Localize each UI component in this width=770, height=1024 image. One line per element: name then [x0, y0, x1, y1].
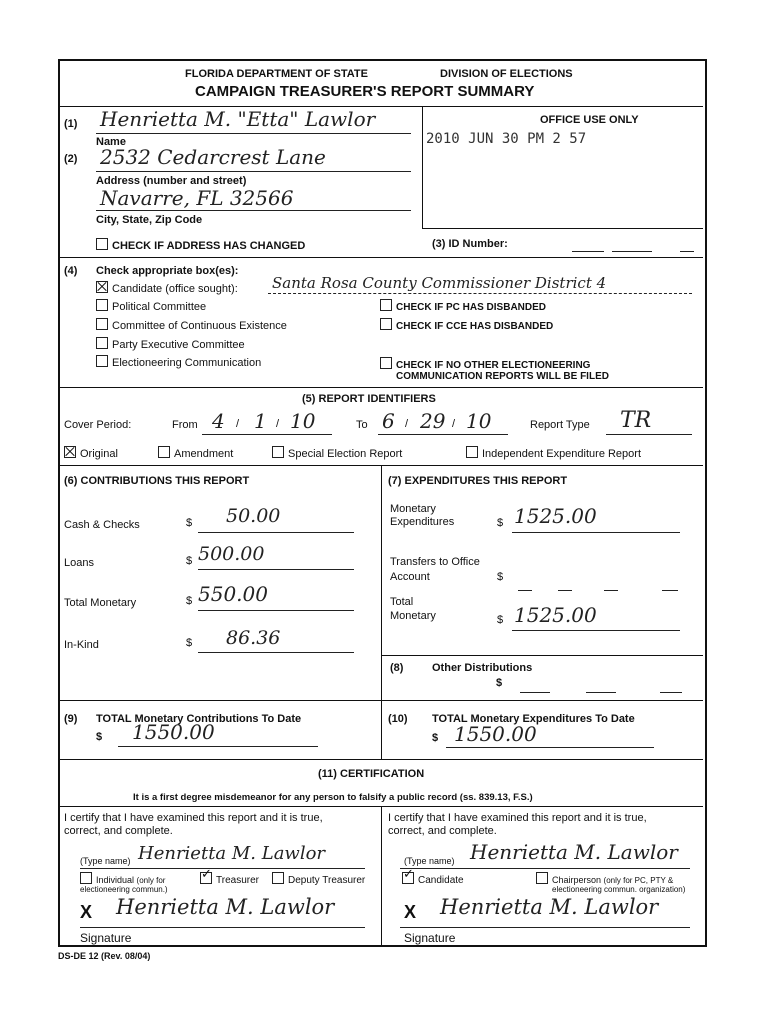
- to-underline: [378, 434, 508, 435]
- id-number-label: (3) ID Number:: [432, 238, 508, 250]
- sec9-underline: [118, 746, 318, 747]
- certify-left-1: I certify that I have examined this report and it is true,: [64, 812, 323, 824]
- total-exp-value[interactable]: 1525.00: [514, 603, 597, 627]
- pc-disbanded-checkbox[interactable]: [380, 299, 392, 311]
- political-committee-checkbox[interactable]: [96, 299, 108, 311]
- transfers-dollar: $: [497, 571, 504, 583]
- division-label: DIVISION OF ELECTIONS: [440, 68, 573, 80]
- sec8-dollar: $: [496, 677, 503, 689]
- treasurer-type-name[interactable]: Henrietta M. Lawlor: [138, 843, 326, 864]
- cover-period-label: Cover Period:: [64, 419, 132, 431]
- address-label: Address (number and street): [96, 175, 247, 187]
- city-value[interactable]: Navarre, FL 32566: [100, 186, 294, 210]
- to-label: To: [356, 419, 368, 431]
- type-name-label-left: (Type name): [80, 856, 131, 866]
- signature-label-left: Signature: [80, 931, 132, 945]
- sec11-title: (11) CERTIFICATION: [318, 768, 425, 780]
- ec-checkbox[interactable]: [96, 355, 108, 367]
- report-type-value[interactable]: TR: [620, 408, 652, 433]
- candidate-type-name[interactable]: Henrietta M. Lawlor: [470, 840, 678, 864]
- pec-checkbox[interactable]: [96, 337, 108, 349]
- to-slash-1: /: [405, 418, 409, 430]
- sec9-num: (9): [64, 713, 78, 725]
- sec6-7-divider: [381, 465, 382, 759]
- to-year[interactable]: 10: [466, 409, 492, 433]
- sec8-blank-2: [586, 692, 616, 693]
- sec8-label: Other Distributions: [432, 662, 533, 674]
- sec10-num: (10): [388, 713, 408, 725]
- treasurer-type-name-underline: [80, 868, 365, 869]
- report-type-label: Report Type: [530, 419, 590, 431]
- chairperson-checkbox[interactable]: [536, 872, 548, 884]
- monetary-exp-label-1: Monetary: [390, 503, 436, 515]
- loans-dollar: $: [186, 555, 193, 567]
- sec8-num: (8): [390, 662, 404, 674]
- address-changed-checkbox[interactable]: [96, 238, 108, 250]
- cce-option[interactable]: Committee of Continuous Existence: [96, 318, 287, 332]
- treasurer-checkbox[interactable]: [200, 872, 212, 884]
- dept-label: FLORIDA DEPARTMENT OF STATE: [185, 68, 368, 80]
- id-blank-2: [612, 251, 652, 252]
- office-sought-underline: [268, 293, 692, 294]
- inkind-value[interactable]: 86.36: [226, 627, 281, 649]
- original-option[interactable]: Original: [64, 446, 118, 460]
- office-use-label: OFFICE USE ONLY: [540, 114, 639, 126]
- amendment-checkbox[interactable]: [158, 446, 170, 458]
- total-exp-label-2: Monetary: [390, 610, 436, 622]
- treasurer-signature-line: [80, 927, 365, 928]
- transfers-blank-1: [518, 590, 532, 591]
- individual-checkbox[interactable]: [80, 872, 92, 884]
- sec4-top-divider: [60, 257, 703, 258]
- received-stamp: 2010 JUN 30 PM 2 57: [426, 131, 587, 147]
- cash-dollar: $: [186, 517, 193, 529]
- to-slash-2: /: [452, 418, 456, 430]
- sig-x-left: X: [80, 902, 93, 922]
- sec11-top-divider: [60, 759, 703, 760]
- certify-right-1: I certify that I have examined this report and it is true,: [388, 812, 647, 824]
- sec4-num: (4): [64, 265, 78, 277]
- sec9-value[interactable]: 1550.00: [132, 720, 215, 744]
- special-election-option[interactable]: Special Election Report: [272, 446, 402, 460]
- loans-value[interactable]: 500.00: [198, 543, 265, 565]
- city-underline: [96, 210, 411, 211]
- total-exp-underline: [512, 630, 680, 631]
- total-exp-label-1: Total: [390, 596, 414, 608]
- from-slash-2: /: [276, 418, 280, 430]
- sec11-warning: It is a first degree misdemeanor for any person to falsify a public record (ss. 839.13, F.S.): [133, 792, 533, 803]
- signature-label-right: Signature: [404, 931, 456, 945]
- transfers-blank-3: [604, 590, 618, 591]
- chairperson-note: electioneering commun. organization): [552, 885, 686, 894]
- total-monetary-value[interactable]: 550.00: [198, 582, 268, 606]
- from-label: From: [172, 419, 198, 431]
- monetary-exp-value[interactable]: 1525.00: [514, 504, 597, 528]
- sec8-blank-1: [520, 692, 550, 693]
- political-committee-option[interactable]: Political Committee: [96, 299, 206, 313]
- independent-checkbox[interactable]: [466, 446, 478, 458]
- sec5-title: (5) REPORT IDENTIFIERS: [302, 393, 436, 405]
- office-sought-value[interactable]: Santa Rosa County Commissioner District 4: [272, 274, 607, 292]
- cce-disbanded-checkbox[interactable]: [380, 318, 392, 330]
- type-name-label-right: (Type name): [404, 856, 455, 866]
- amendment-option[interactable]: Amendment: [158, 446, 233, 460]
- inkind-dollar: $: [186, 637, 193, 649]
- sec7-title: (7) EXPENDITURES THIS REPORT: [388, 475, 568, 487]
- transfers-blank-4: [662, 590, 678, 591]
- address-changed-option[interactable]: CHECK IF ADDRESS HAS CHANGED: [96, 238, 305, 252]
- from-day[interactable]: 1: [254, 409, 267, 433]
- from-year[interactable]: 10: [290, 409, 316, 433]
- inkind-underline: [198, 652, 354, 653]
- transfers-blank-2: [558, 590, 572, 591]
- id-blank-3: [680, 251, 694, 252]
- sec1-num: (1): [64, 118, 78, 130]
- total-monetary-dollar: $: [186, 595, 193, 607]
- address-underline: [96, 171, 411, 172]
- form-title: CAMPAIGN TREASURER'S REPORT SUMMARY: [195, 83, 535, 100]
- inkind-label: In-Kind: [64, 639, 99, 651]
- loans-label: Loans: [64, 557, 94, 569]
- cce-checkbox[interactable]: [96, 318, 108, 330]
- cash-value[interactable]: 50.00: [226, 505, 281, 527]
- from-month[interactable]: 4: [212, 409, 225, 433]
- certify-right-2: correct, and complete.: [388, 825, 497, 837]
- chairperson-option[interactable]: Chairperson (only for PC, PTY &: [536, 872, 673, 885]
- total-exp-dollar: $: [497, 614, 504, 626]
- special-election-checkbox[interactable]: [272, 446, 284, 458]
- candidate-signature[interactable]: Henrietta M. Lawlor: [440, 895, 659, 919]
- candidate-checkbox[interactable]: [96, 281, 108, 293]
- pec-option[interactable]: Party Executive Committee: [96, 337, 245, 351]
- sec10-value[interactable]: 1550.00: [454, 722, 537, 746]
- sec11-center-divider: [381, 806, 382, 945]
- total-monetary-underline: [198, 610, 354, 611]
- id-blank-1: [572, 251, 604, 252]
- sec6-title: (6) CONTRIBUTIONS THIS REPORT: [64, 475, 250, 487]
- loans-underline: [198, 569, 354, 570]
- sec9-label: TOTAL Monetary Contributions To Date: [96, 713, 302, 725]
- sec10-underline: [446, 747, 654, 748]
- individual-note: electioneering commun.): [80, 885, 168, 894]
- sec8-blank-3: [660, 692, 682, 693]
- monetary-exp-label-2: Expenditures: [390, 516, 455, 528]
- deputy-checkbox[interactable]: [272, 872, 284, 884]
- name-label: Name: [96, 136, 126, 148]
- ec-option[interactable]: Electioneering Communication: [96, 355, 261, 369]
- candidate-type-name-underline: [400, 868, 690, 869]
- no-other-checkbox[interactable]: [380, 357, 392, 369]
- office-box-left: [422, 106, 423, 228]
- treasurer-signature[interactable]: Henrietta M. Lawlor: [116, 895, 335, 919]
- form-id: DS-DE 12 (Rev. 08/04): [58, 951, 151, 961]
- individual-option[interactable]: Individual (only for: [80, 872, 165, 885]
- sec9-dollar: $: [96, 731, 103, 743]
- name-underline: [96, 133, 411, 134]
- sec5-top-divider: [60, 387, 703, 388]
- transfers-label-2: Account: [390, 571, 430, 583]
- sec10-dollar: $: [432, 732, 439, 744]
- cash-label: Cash & Checks: [64, 519, 140, 531]
- monetary-exp-dollar: $: [497, 517, 504, 529]
- from-underline: [202, 434, 332, 435]
- candidate-signature-line: [400, 927, 690, 928]
- candidate-option[interactable]: Candidate (office sought):: [96, 281, 238, 295]
- sec9-top-divider: [60, 700, 703, 701]
- sec8-top-divider: [381, 655, 703, 656]
- independent-option[interactable]: Independent Expenditure Report: [466, 446, 641, 460]
- transfers-label-1: Transfers to Office: [390, 556, 480, 568]
- from-slash-1: /: [236, 418, 240, 430]
- city-label: City, State, Zip Code: [96, 214, 203, 226]
- sec10-label: TOTAL Monetary Expenditures To Date: [432, 713, 635, 725]
- monetary-exp-underline: [512, 532, 680, 533]
- to-month[interactable]: 6: [382, 409, 395, 433]
- treasurer-option[interactable]: ✓Treasurer: [200, 872, 259, 886]
- total-monetary-label: Total Monetary: [64, 597, 137, 609]
- cash-underline: [198, 532, 354, 533]
- no-other-option[interactable]: CHECK IF NO OTHER ELECTIONEERING: [380, 357, 590, 371]
- candidate-sig-checkbox[interactable]: [402, 872, 414, 884]
- certify-left-2: correct, and complete.: [64, 825, 173, 837]
- sig-x-right: X: [404, 902, 417, 922]
- pc-disbanded-option[interactable]: CHECK IF PC HAS DISBANDED: [380, 299, 546, 313]
- sec4-heading: Check appropriate box(es):: [96, 265, 239, 277]
- office-box-bottom: [422, 228, 703, 229]
- sec2-num: (2): [64, 153, 78, 165]
- deputy-option[interactable]: Deputy Treasurer: [272, 872, 365, 886]
- name-value[interactable]: Henrietta M. "Etta" Lawlor: [100, 107, 376, 131]
- cce-disbanded-option[interactable]: CHECK IF CCE HAS DISBANDED: [380, 318, 553, 332]
- candidate-sig-option[interactable]: ✓ Candidate: [402, 872, 464, 886]
- report-type-underline: [606, 434, 692, 435]
- no-other-line2: COMMUNICATION REPORTS WILL BE FILED: [396, 371, 609, 382]
- address-value[interactable]: 2532 Cedarcrest Lane: [100, 145, 326, 169]
- to-day[interactable]: 29: [420, 409, 446, 433]
- original-checkbox[interactable]: [64, 446, 76, 458]
